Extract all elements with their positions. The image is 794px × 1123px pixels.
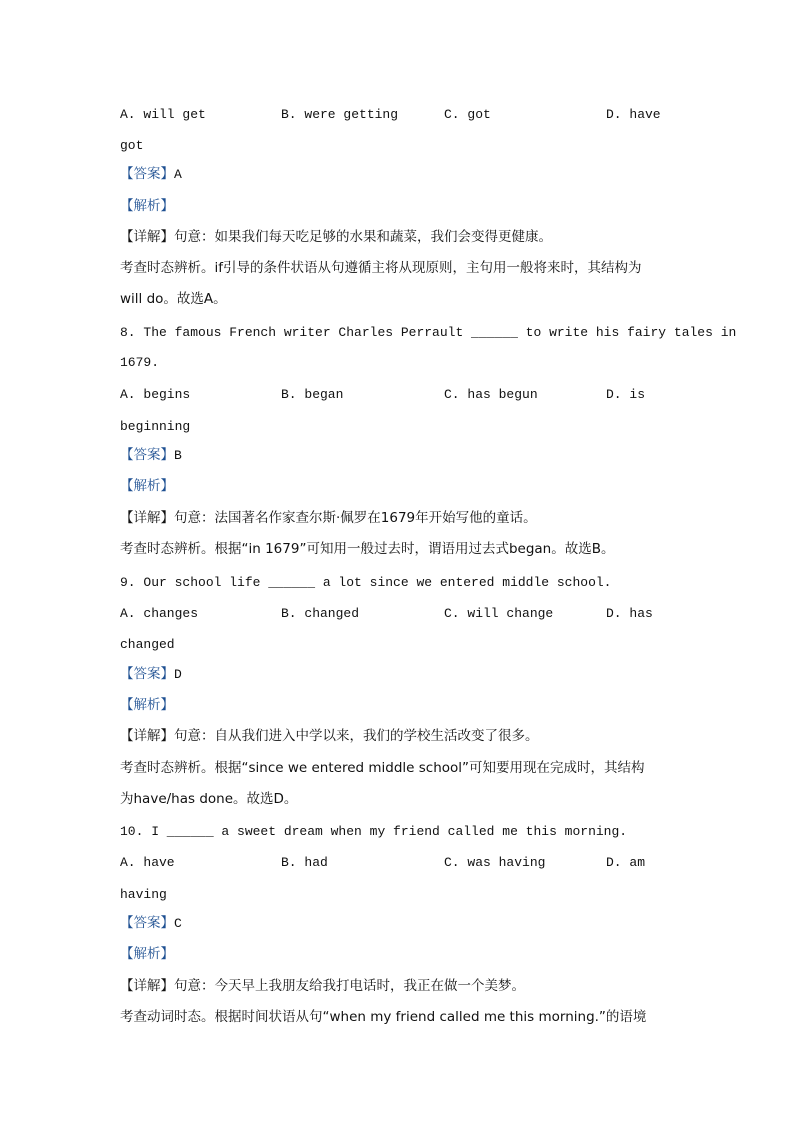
detail-tag: 【详解】	[120, 728, 174, 744]
option-d: D. has	[606, 606, 653, 621]
analysis-tag: 【解析】	[120, 697, 174, 713]
answer-value: C	[174, 916, 182, 931]
explanation-line: will do。故选A。	[120, 291, 227, 307]
option-c: C. has begun	[444, 387, 538, 402]
explanation-line: 考查动词时态。根据时间状语从句“when my friend called me this morning.”的语境	[120, 1009, 647, 1025]
option-d-continued: having	[120, 887, 167, 902]
detail-line	[120, 978, 525, 995]
option-a: A. changes	[120, 606, 199, 621]
option-d-continued: beginning	[120, 419, 191, 434]
option-a: A. have	[120, 855, 175, 870]
option-d: D. am	[606, 855, 646, 870]
option-d-continued: got	[120, 138, 144, 153]
option-c: C. will change	[444, 606, 554, 621]
option-d: D. have	[606, 107, 661, 122]
question-10-stem: 10. I ______ a sweet dream when my friend called me this morning.	[120, 824, 628, 839]
answer-value: A	[174, 167, 182, 182]
option-b: B. began	[281, 387, 344, 402]
explanation-line: 考查时态辨析。if引导的条件状语从句遵循主将从现原则，主句用一般将来时，其结构为	[120, 260, 642, 276]
answer-line	[120, 447, 182, 464]
detail-text: 句意：今天早上我朋友给我打电话时，我正在做一个美梦。	[174, 978, 525, 994]
detail-line	[120, 229, 552, 246]
analysis-tag: 【解析】	[120, 946, 174, 962]
detail-line	[120, 510, 537, 527]
answer-tag: 【答案】	[120, 915, 174, 931]
detail-text: 句意：法国著名作家查尔斯·佩罗在1679年开始写他的童话。	[174, 510, 537, 526]
explanation-line: 考查时态辨析。根据“in 1679”可知用一般过去时，谓语用过去式began。故选B。	[120, 541, 615, 557]
option-c: C. got	[444, 107, 491, 122]
question-9-stem: 9. Our school life ______ a lot since we entered middle school.	[120, 575, 612, 590]
option-b: B. had	[281, 855, 328, 870]
answer-tag: 【答案】	[120, 447, 174, 463]
detail-text: 句意：自从我们进入中学以来，我们的学校生活改变了很多。	[174, 728, 539, 744]
detail-tag: 【详解】	[120, 510, 174, 526]
detail-text: 句意：如果我们每天吃足够的水果和蔬菜，我们会变得更健康。	[174, 229, 552, 245]
explanation-line: 考查时态辨析。根据“since we entered middle school”可知要用现在完成时，其结构	[120, 760, 645, 776]
analysis-tag: 【解析】	[120, 478, 174, 494]
option-a: A. will get	[120, 107, 206, 122]
detail-tag: 【详解】	[120, 978, 174, 994]
answer-value: B	[174, 448, 182, 463]
detail-tag: 【详解】	[120, 229, 174, 245]
question-8-stem-continued: 1679.	[120, 355, 160, 370]
option-d-continued: changed	[120, 637, 175, 652]
question-8-stem: 8. The famous French writer Charles Perrault ______ to write his fairy tales in	[120, 325, 737, 340]
answer-line	[120, 915, 182, 932]
answer-tag: 【答案】	[120, 166, 174, 182]
option-d: D. is	[606, 387, 646, 402]
option-c: C. was having	[444, 855, 546, 870]
answer-line	[120, 166, 182, 183]
detail-line	[120, 728, 539, 745]
option-a: A. begins	[120, 387, 191, 402]
answer-value: D	[174, 667, 182, 682]
option-b: B. were getting	[281, 107, 399, 122]
analysis-tag: 【解析】	[120, 198, 174, 214]
answer-tag: 【答案】	[120, 666, 174, 682]
answer-line	[120, 666, 182, 683]
option-b: B. changed	[281, 606, 360, 621]
explanation-line: 为have/has done。故选D。	[120, 791, 298, 807]
